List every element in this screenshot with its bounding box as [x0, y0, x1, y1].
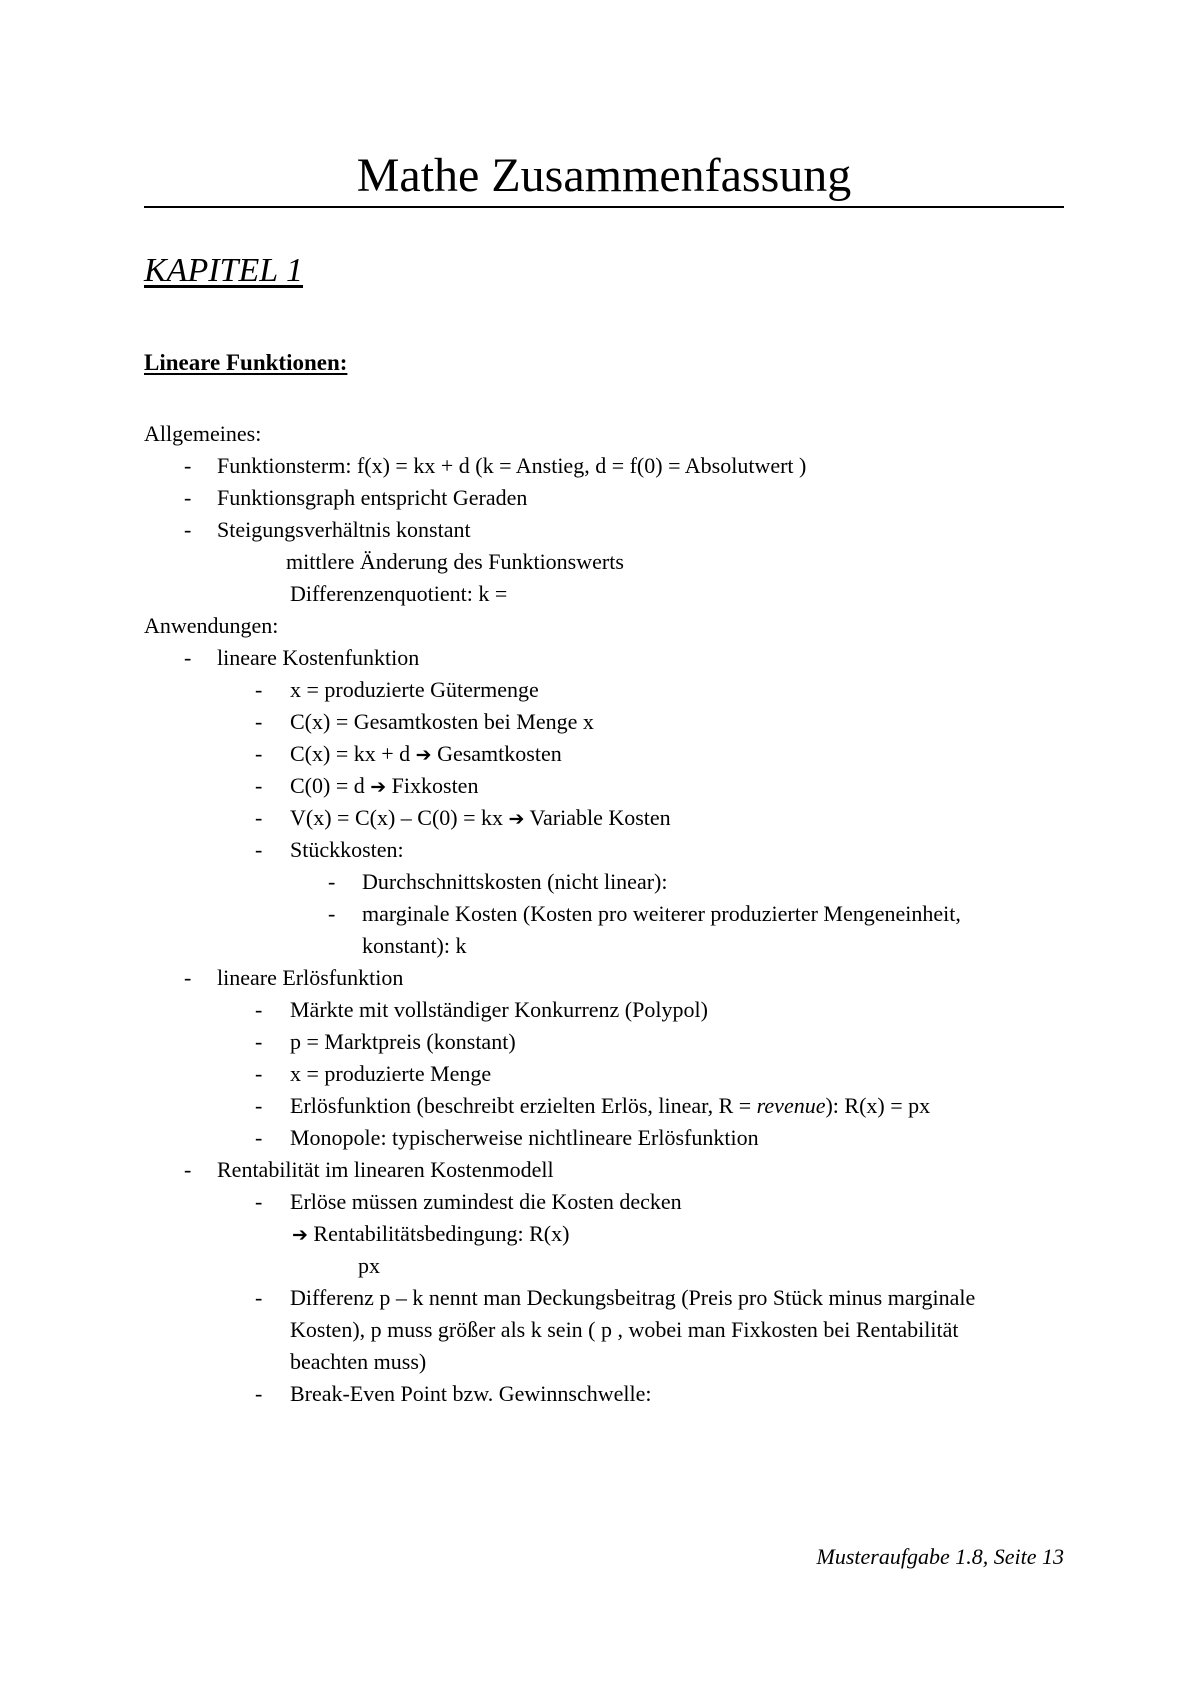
section-heading: Lineare Funktionen: [144, 350, 348, 375]
line-erloese-decken: Erlöse müssen zumindest die Kosten decken [290, 1189, 682, 1214]
line-differenz-2: Kosten), p muss größer als k sein ( p , wobei man Fixkosten bei Rentabilität [290, 1317, 959, 1342]
line-monopole: Monopole: typischerweise nichtlineare Erlösfunktion [290, 1125, 759, 1150]
line-x-gueter: x = produzierte Gütermenge [290, 677, 539, 702]
bullet-dash: - [184, 453, 192, 478]
bullet-dash: - [255, 1285, 263, 1310]
chapter-heading: KAPITEL 1 [144, 252, 304, 289]
page-title: Mathe Zusammenfassung [356, 149, 852, 202]
bullet-dash: - [255, 773, 263, 798]
line-p-markt: p = Marktpreis (konstant) [290, 1029, 516, 1054]
line-durchschnitt: Durchschnittskosten (nicht linear): [362, 869, 668, 894]
line-vx [290, 802, 671, 835]
bullet-dash: - [255, 1381, 263, 1406]
label-allgemeines: Allgemeines: [144, 421, 262, 446]
bullet-dash: - [255, 1061, 263, 1086]
text-fixkosten: Fixkosten [391, 773, 479, 798]
bullet-dash: - [184, 485, 192, 510]
arrow-right-icon: ➔ [508, 808, 525, 830]
bullet-dash: - [255, 1093, 263, 1118]
text-erl-c: ): R(x) = px [825, 1093, 931, 1118]
arrow-right-icon: ➔ [415, 744, 432, 766]
text-revenue: revenue [756, 1093, 826, 1118]
bullet-dash: - [255, 1029, 263, 1054]
text-vx: V(x) = C(x) – C(0) = kx [290, 805, 504, 830]
bullet-dash: - [255, 997, 263, 1022]
bullet-dash: - [328, 901, 336, 926]
bullet-dash: - [184, 1157, 192, 1182]
line-break-even: Break-Even Point bzw. Gewinnschwelle: [290, 1381, 652, 1406]
bullet-dash: - [184, 965, 192, 990]
line-differenzen: Differenzenquotient: k = [290, 581, 508, 606]
line-x-menge: x = produzierte Menge [290, 1061, 492, 1086]
bullet-dash: - [255, 1189, 263, 1214]
line-differenz-3: beachten muss) [290, 1349, 427, 1374]
bullet-dash: - [255, 805, 263, 830]
line-funktionsgraph: Funktionsgraph entspricht Geraden [217, 485, 528, 510]
line-maerkte: Märkte mit vollständiger Konkurrenz (Polypol) [290, 997, 708, 1022]
line-px: px [358, 1253, 380, 1278]
bullet-dash: - [184, 517, 192, 542]
bullet-dash: - [184, 645, 192, 670]
line-erloesfunktion: lineare Erlösfunktion [217, 965, 404, 990]
text-c0: C(0) = d [290, 773, 365, 798]
line-cx-gesamt: C(x) = Gesamtkosten bei Menge x [290, 709, 594, 734]
text-variable-kosten: Variable Kosten [529, 805, 671, 830]
line-kostenfunktion: lineare Kostenfunktion [217, 645, 420, 670]
line-cx-kx [290, 738, 562, 771]
line-c0 [290, 770, 478, 803]
line-steigung: Steigungsverhältnis konstant [217, 517, 471, 542]
text-gesamtkosten: Gesamtkosten [437, 741, 562, 766]
label-anwendungen: Anwendungen: [144, 613, 279, 638]
text-bedingung: Rentabilitätsbedingung: R(x) [313, 1221, 570, 1246]
bullet-dash: - [328, 869, 336, 894]
arrow-right-icon: ➔ [292, 1224, 308, 1246]
page-footer: Musteraufgabe 1.8, Seite 13 [816, 1544, 1064, 1569]
arrow-right-icon: ➔ [370, 776, 387, 798]
bullet-dash: - [255, 677, 263, 702]
line-rentabilitaet: Rentabilität im linearen Kostenmodell [217, 1157, 554, 1182]
text-erl-a: Erlösfunktion (beschreibt erzielten Erlös, linear, R = [290, 1093, 752, 1118]
bullet-dash: - [255, 1125, 263, 1150]
line-differenz-1: Differenz p – k nennt man Deckungsbeitrag (Preis pro Stück minus marginale [290, 1285, 976, 1310]
line-stueckkosten: Stückkosten: [290, 837, 404, 862]
bullet-dash: - [255, 837, 263, 862]
bullet-dash: - [255, 709, 263, 734]
line-erloesfunktion-def [290, 1090, 930, 1122]
line-bedingung [292, 1218, 569, 1251]
text-cx-kx: C(x) = kx + d [290, 741, 411, 766]
line-marginale-1: marginale Kosten (Kosten pro weiterer produzierter Mengeneinheit, [362, 901, 961, 926]
title-underline [144, 206, 1064, 208]
line-mittlere: mittlere Änderung des Funktionswerts [286, 549, 624, 574]
line-funktionsterm: Funktionsterm: f(x) = kx + d (k = Anstieg, d = f(0) = Absolutwert ) [217, 453, 807, 478]
bullet-dash: - [255, 741, 263, 766]
line-marginale-2: konstant): k [362, 933, 467, 958]
